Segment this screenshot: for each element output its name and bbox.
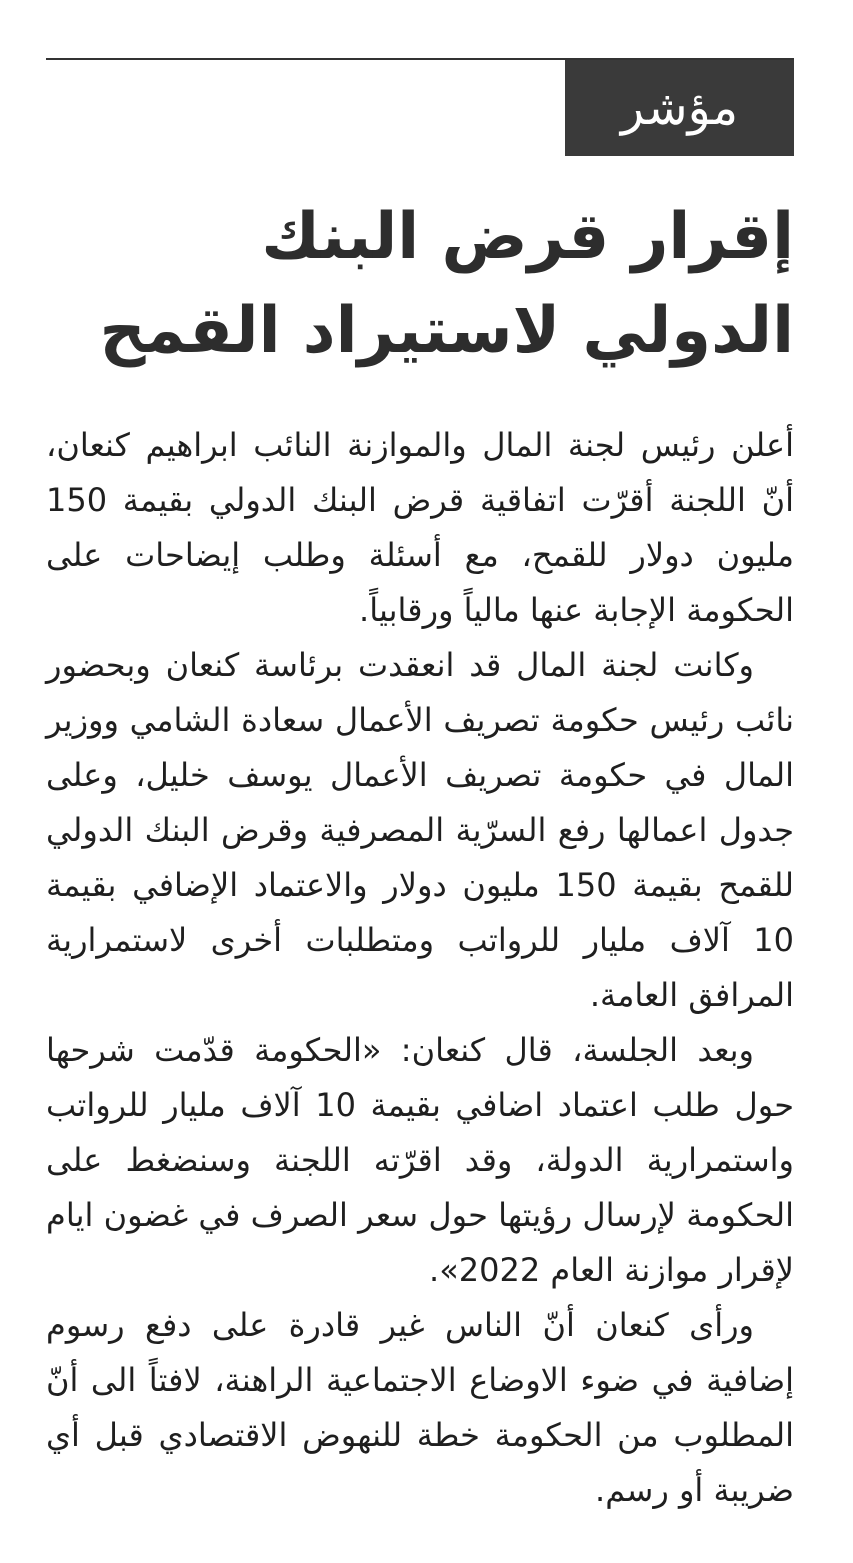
article-body bbox=[46, 418, 794, 1518]
paragraph: وبعد الجلسة، قال كنعان: «الحكومة قدّمت شرحها حول طلب اعتماد اضافي بقيمة 10 آلاف مليار للرواتب واستمرارية الدولة، وقد اقرّته اللجنة وسنضغط على الحكومة لإرسال رؤيتها حول سعر الصرف في غضون ايام لإقرار موازنة العام 2022». bbox=[46, 1031, 795, 1289]
paragraph: وكانت لجنة المال قد انعقدت برئاسة كنعان وبحضور نائب رئيس حكومة تصريف الأعمال سعادة الشامي ووزير المال في حكومة تصريف الأعمال يوسف خليل، وعلى جدول اعمالها رفع السرّية المصرفية وقرض البنك الدولي للقمح بقيمة 150 مليون دولار والاعتماد الإضافي بقيمة 10 آلاف مليار للرواتب ومتطلبات أخرى لاستمرارية المرافق العامة. bbox=[46, 646, 795, 1014]
paragraph: أعلن رئيس لجنة المال والموازنة النائب ابراهيم كنعان، أنّ اللجنة أقرّت اتفاقية قرض البنك الدولي بقيمة 150 مليون دولار للقمح، مع أسئلة وطلب إيضاحات على الحكومة الإجابة عنها مالياً ورقابياً. bbox=[46, 426, 794, 629]
headline: إقرار قرض البنك الدولي لاستيراد القمح bbox=[99, 200, 794, 368]
section-label: مؤشر bbox=[565, 60, 794, 156]
paragraph: ورأى كنعان أنّ الناس غير قادرة على دفع رسوم إضافية في ضوء الاوضاع الاجتماعية الراهنة، لافتاً الى أنّ المطلوب من الحكومة خطة للنهوض الاقتصادي قبل أي ضريبة أو رسم. bbox=[46, 1306, 794, 1509]
article bbox=[46, 58, 794, 1518]
